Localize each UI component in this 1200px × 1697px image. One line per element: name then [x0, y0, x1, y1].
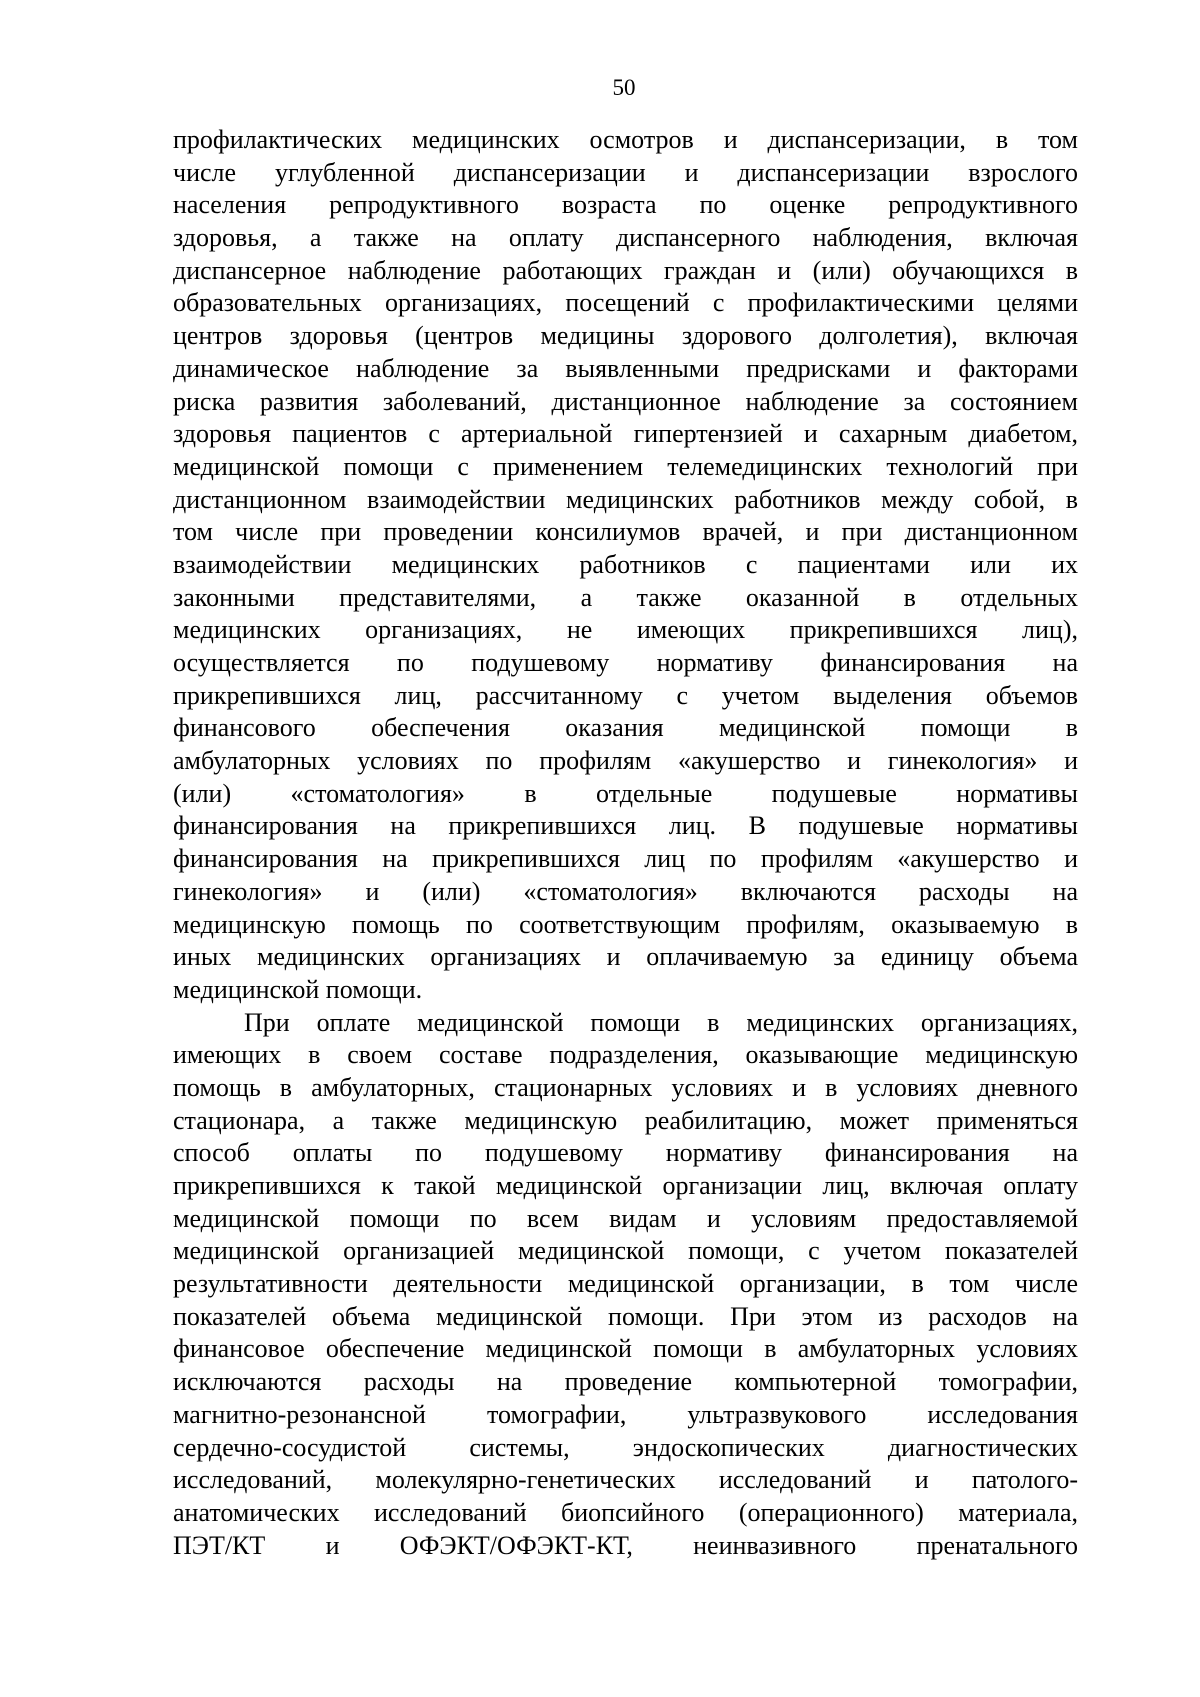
- text-line: сердечно-сосудистой системы, эндоскопических диагностических: [173, 1432, 1078, 1462]
- paragraph-1: [173, 124, 1078, 1007]
- text-line: дистанционном взаимодействии медицинских работников между собой, в: [173, 484, 1078, 514]
- text-line: медицинской помощи с применением телемедицинских технологий при: [173, 451, 1078, 481]
- text-line: риска развития заболеваний, дистанционное наблюдение за состоянием: [173, 386, 1078, 416]
- text-line: диспансерное наблюдение работающих граждан и (или) обучающихся в: [173, 255, 1078, 285]
- text-line: иных медицинских организациях и оплачиваемую за единицу объема: [173, 942, 1078, 972]
- text-line: здоровья, а также на оплату диспансерного наблюдения, включая: [173, 223, 1078, 253]
- text-line: амбулаторных условиях по профилям «акушерство и гинекология» и: [173, 746, 1078, 776]
- text-line: медицинской помощи.: [173, 974, 423, 1004]
- text-line: законными представителями, а также оказанной в отдельных: [173, 582, 1078, 612]
- text-line: анатомических исследований биопсийного (операционного) материала,: [173, 1497, 1078, 1527]
- text-line: исследований, молекулярно-генетических исследований и патолого-: [173, 1465, 1078, 1495]
- text-line: центров здоровья (центров медицины здорового долголетия), включая: [173, 321, 1078, 351]
- text-line: имеющих в своем составе подразделения, оказывающие медицинскую: [173, 1040, 1078, 1070]
- text-line: При оплате медицинской помощи в медицинских организациях,: [244, 1007, 1078, 1037]
- text-line: прикрепившихся лиц, рассчитанному с учетом выделения объемов: [173, 680, 1078, 710]
- text-line: медицинской помощи по всем видам и условиям предоставляемой: [173, 1203, 1078, 1233]
- text-line: числе углубленной диспансеризации и диспансеризации взрослого: [173, 157, 1078, 187]
- text-line: взаимодействии медицинских работников с пациентами или их: [173, 549, 1078, 579]
- text-line: магнитно-резонансной томографии, ультразвукового исследования: [173, 1399, 1078, 1429]
- text-line: медицинских организациях, не имеющих прикрепившихся лиц),: [173, 615, 1078, 645]
- text-line: гинекология» и (или) «стоматология» включаются расходы на: [173, 876, 1078, 906]
- text-line: населения репродуктивного возраста по оценке репродуктивного: [173, 190, 1078, 220]
- text-line: (или) «стоматология» в отдельные подушевые нормативы: [173, 778, 1078, 808]
- text-line: результативности деятельности медицинской организации, в том числе: [173, 1269, 1078, 1299]
- text-line: финансовое обеспечение медицинской помощи в амбулаторных условиях: [173, 1334, 1078, 1364]
- text-line: способ оплаты по подушевому нормативу финансирования на: [173, 1138, 1078, 1168]
- text-line: профилактических медицинских осмотров и диспансеризации, в том: [173, 125, 1078, 154]
- text-line: том числе при проведении консилиумов врачей, и при дистанционном: [173, 517, 1078, 547]
- text-line: динамическое наблюдение за выявленными предрисками и факторами: [173, 353, 1078, 383]
- text-line: финансового обеспечения оказания медицинской помощи в: [173, 713, 1078, 743]
- text-line: медицинскую помощь по соответствующим профилям, оказываемую в: [173, 909, 1078, 939]
- text-line: медицинской организацией медицинской помощи, с учетом показателей: [173, 1236, 1078, 1266]
- text-line: ПЭТ/КТ и ОФЭКТ/ОФЭКТ-КТ, неинвазивного пренатального: [173, 1530, 1078, 1560]
- text-line: прикрепившихся к такой медицинской организации лиц, включая оплату: [173, 1171, 1078, 1200]
- text-line: здоровья пациентов с артериальной гипертензией и сахарным диабетом,: [173, 419, 1078, 449]
- page-number: 50: [612, 75, 636, 100]
- paragraph-2: [173, 1007, 1078, 1563]
- text-line: финансирования на прикрепившихся лиц. В подушевые нормативы: [173, 811, 1078, 841]
- text-line: осуществляется по подушевому нормативу финансирования на: [173, 648, 1078, 677]
- text-line: показателей объема медицинской помощи. При этом из расходов на: [173, 1301, 1078, 1331]
- document-body: [173, 124, 1078, 1562]
- text-line: исключаются расходы на проведение компьютерной томографии,: [173, 1367, 1078, 1397]
- text-line: образовательных организациях, посещений с профилактическими целями: [173, 288, 1078, 318]
- text-line: помощь в амбулаторных, стационарных условиях и в условиях дневного: [173, 1072, 1078, 1102]
- text-line: финансирования на прикрепившихся лиц по профилям «акушерство и: [173, 844, 1078, 874]
- text-line: стационара, а также медицинскую реабилитацию, может применяться: [173, 1105, 1078, 1135]
